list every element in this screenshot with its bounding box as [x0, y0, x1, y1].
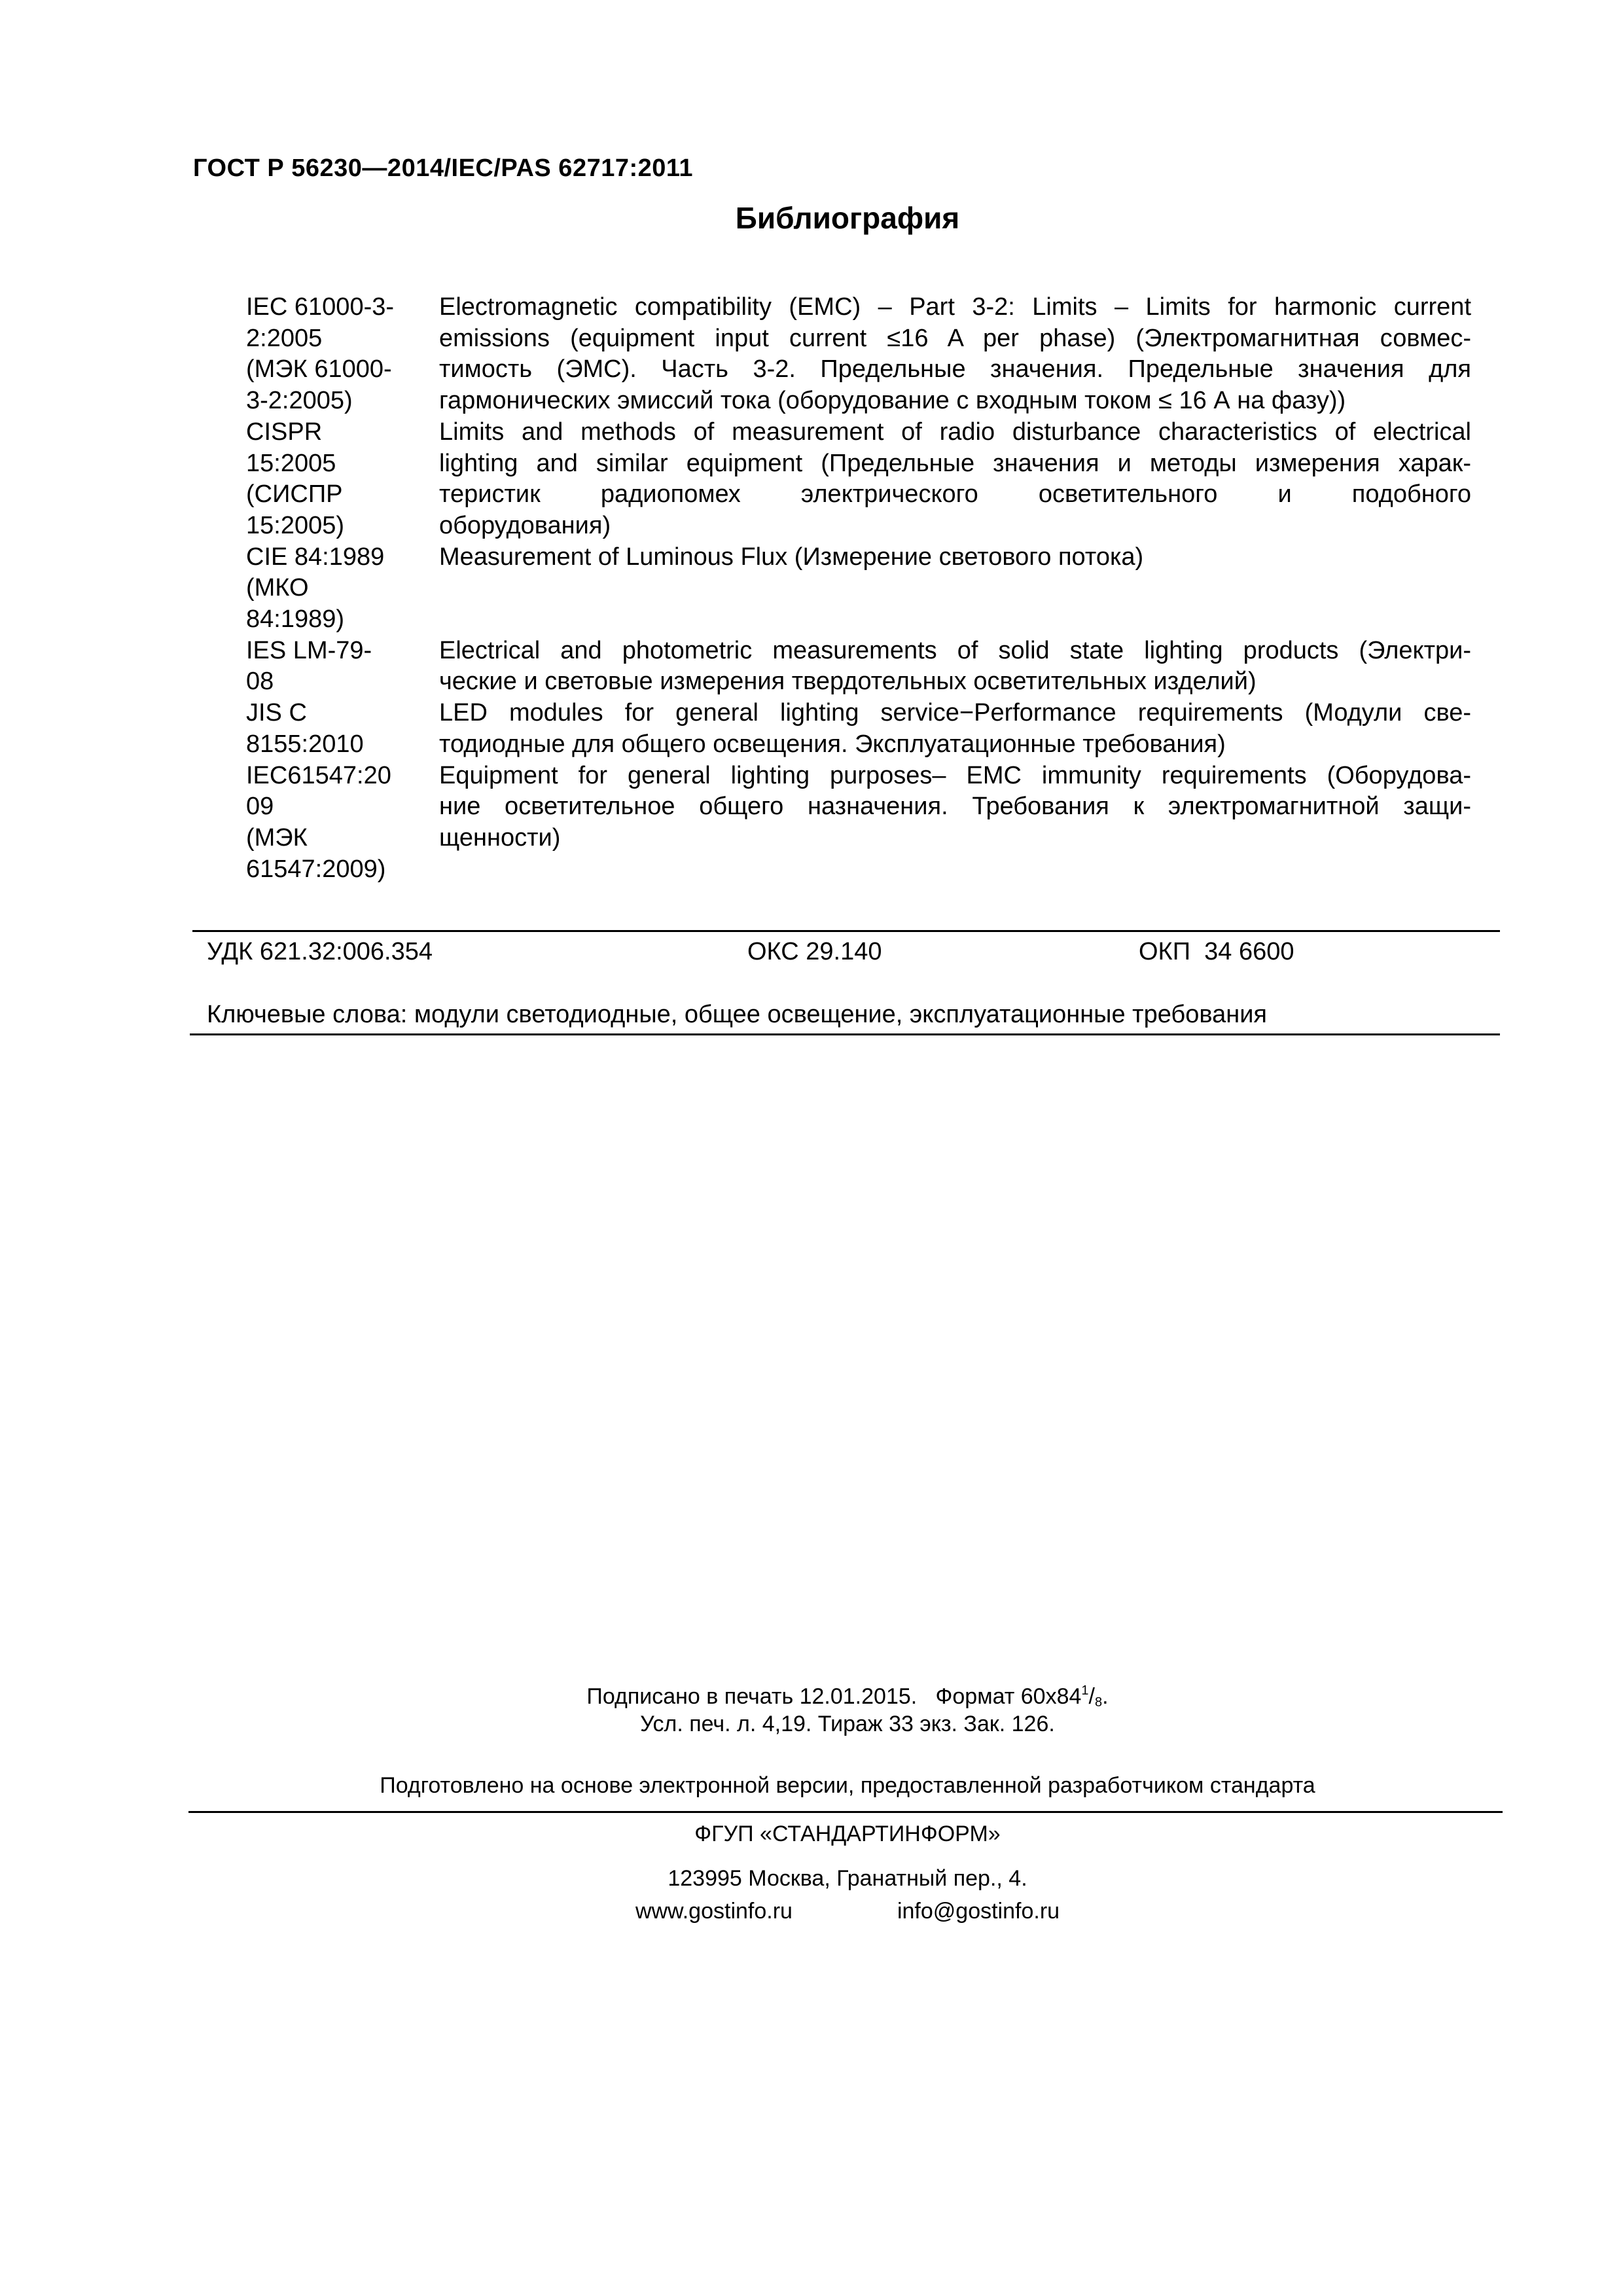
publisher-contacts	[0, 1895, 1623, 1927]
reference-line: 8155:2010	[246, 730, 364, 758]
bibliography-entry	[246, 698, 1471, 760]
document-header: ГОСТ Р 56230—2014/IEC/PAS 62717:2011	[193, 154, 694, 182]
reference-line: 61547:2009)	[246, 855, 386, 883]
classification-top-divider	[192, 930, 1500, 932]
page-title: Библиография	[735, 201, 960, 235]
print-info: Усл. печ. л. 4,19. Тираж 33 экз. Зак. 126.	[640, 1712, 1055, 1736]
publisher-address: 123995 Москва, Гранатный пер., 4.	[668, 1866, 1027, 1891]
description-line: lighting and similar equipment (Предельные значения и методы измерения харак-	[439, 449, 1471, 477]
bibliography-entry	[246, 542, 1471, 636]
description-line: emissions (equipment input current ≤16 A per phase) (Электромагнитная совмес-	[439, 324, 1471, 352]
description-line: LED modules for general lighting service−Performance requirements (Модули све-	[439, 699, 1471, 727]
description-line: Electrical and photometric measurements of solid state lighting products (Электри-	[439, 636, 1471, 664]
bibliography-description	[439, 542, 1471, 636]
reference-line: IES LM-79-	[246, 636, 372, 664]
description-line: Limits and methods of measurement of radio disturbance characteristics of electrical	[439, 418, 1471, 446]
bibliography-entry	[246, 292, 1471, 417]
okp-code: ОКП 34 6600	[1139, 938, 1294, 965]
description-line: Equipment for general lighting purposes– EMC immunity requirements (Оборудова-	[439, 761, 1471, 789]
bibliography-reference	[246, 542, 439, 636]
reference-line: IEC61547:20	[246, 761, 391, 789]
reference-line: 15:2005)	[246, 511, 345, 539]
bibliography-reference	[246, 698, 439, 760]
reference-line: (СИСПР	[246, 480, 343, 509]
signed-for-print: Подписано в печать 12.01.2015. Формат $60x84^1/_8$.	[586, 1683, 1109, 1710]
publisher-name: ФГУП «СТАНДАРТИНФОРМ»	[694, 1821, 1001, 1846]
description-line: гармонических эмиссий тока (оборудование с входным током ≤ 16 А на фазу))	[439, 387, 1346, 415]
description-line: Electromagnetic compatibility (EMC) – Part 3-2: Limits – Limits for harmonic current	[439, 293, 1471, 321]
bibliography-entry	[246, 761, 1471, 886]
reference-line: IEC 61000-3-	[246, 293, 395, 321]
reference-line: (МЭК	[246, 823, 308, 852]
bibliography-reference	[246, 292, 439, 417]
description-line: щенности)	[439, 823, 561, 852]
bibliography-list	[246, 292, 1471, 885]
format-numerator: 1	[1081, 1683, 1089, 1698]
udk-code: УДК 621.32:006.354	[207, 938, 433, 965]
reference-line: (МКО	[246, 574, 309, 602]
format-suffix: .	[1102, 1684, 1109, 1709]
bibliography-reference	[246, 761, 439, 886]
website-link[interactable]: www.gostinfo.ru	[635, 1899, 793, 1924]
description-line: теристик радиопомех электрического осветительного и подобного	[439, 480, 1471, 509]
bibliography-entry	[246, 636, 1471, 698]
description-line: тодиодные для общего освещения. Эксплуатационные требования)	[439, 730, 1226, 758]
bibliography-description	[439, 698, 1471, 760]
description-line: оборудования)	[439, 511, 611, 539]
bibliography-entry	[246, 417, 1471, 542]
email-link[interactable]: info@gostinfo.ru	[897, 1899, 1060, 1924]
reference-line: 09	[246, 793, 274, 821]
reference-line: CIE 84:1989	[246, 543, 385, 571]
oks-code: ОКС 29.140	[747, 938, 882, 965]
prepared-note: Подготовлено на основе электронной версии, предоставленной разработчиком стандарта	[380, 1773, 1315, 1798]
reference-line: (МЭК 61000-	[246, 355, 392, 384]
keywords-bottom-divider	[190, 1033, 1500, 1035]
format-denominator: 8	[1095, 1695, 1103, 1710]
description-line: ческие и световые измерения твердотельных осветительных изделий)	[439, 668, 1257, 696]
bibliography-reference	[246, 636, 439, 698]
keywords: Ключевые слова: модули светодиодные, общее освещение, эксплуатационные требования	[207, 1001, 1268, 1028]
bibliography-description	[439, 417, 1471, 542]
reference-line: 08	[246, 668, 274, 696]
reference-line: 2:2005	[246, 324, 323, 352]
bibliography-reference	[246, 417, 439, 542]
bibliography-description	[439, 761, 1471, 886]
bibliography-description	[439, 292, 1471, 417]
reference-line: 3-2:2005)	[246, 387, 353, 415]
reference-line: CISPR	[246, 418, 323, 446]
reference-line: 15:2005	[246, 449, 336, 477]
description-line: тимость (ЭМС). Часть 3-2. Предельные значения. Предельные значения для	[439, 355, 1471, 384]
reference-line: 84:1989)	[246, 605, 345, 634]
reference-line: JIS C	[246, 699, 307, 727]
description-line: ние осветительное общего назначения. Требования к электромагнитной защи-	[439, 793, 1471, 821]
bibliography-description	[439, 636, 1471, 698]
publisher-divider	[188, 1811, 1503, 1813]
signed-text: Подписано в печать 12.01.2015. Формат 60x84	[586, 1684, 1082, 1709]
description-line: Measurement of Luminous Flux (Измерение светового потока)	[439, 543, 1144, 571]
